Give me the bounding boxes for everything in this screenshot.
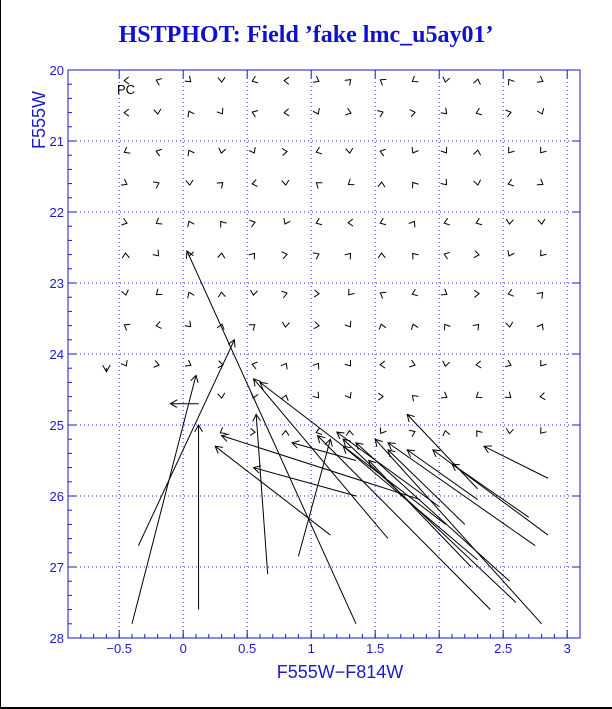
displacement-vector xyxy=(187,251,356,624)
displacement-vector xyxy=(343,439,516,602)
grid-vector-mark xyxy=(505,392,511,398)
grid-vector-mark xyxy=(121,360,127,366)
grid-vector-mark xyxy=(313,253,319,259)
grid-vector-mark xyxy=(441,392,447,398)
grid-vector-mark xyxy=(156,79,162,86)
y-tick-label: 20 xyxy=(49,63,64,78)
grid-vector-mark xyxy=(537,293,543,299)
x-tick-label: 1 xyxy=(307,641,315,656)
chart-title: HSTPHOT: Field ’fake lmc_u5ay01’ xyxy=(118,22,494,48)
x-axis-label: F555W−F814W xyxy=(276,662,404,682)
grid-vector-mark xyxy=(218,253,225,258)
grid-vector-mark xyxy=(540,393,545,400)
y-tick-label: 25 xyxy=(49,418,64,433)
grid-vector-mark xyxy=(506,322,513,327)
grid-vector-mark xyxy=(217,108,223,114)
grid-vector-mark xyxy=(348,219,353,226)
grid-vector-mark xyxy=(249,325,255,331)
grid-vector-mark xyxy=(508,289,514,296)
displacement-vector xyxy=(369,461,471,568)
grid-vector-mark xyxy=(188,292,195,298)
grid-vector-mark xyxy=(413,396,419,402)
displacement-vector xyxy=(292,443,356,461)
y-tick-label: 24 xyxy=(49,347,64,362)
grid-vector-mark xyxy=(380,427,386,433)
grid-vector-mark xyxy=(476,392,482,398)
grid-vector-mark xyxy=(313,76,319,82)
grid-vector-mark xyxy=(316,147,322,154)
grid-vector-mark xyxy=(282,252,287,259)
grid-vector-mark xyxy=(345,108,351,115)
grid-vector-mark xyxy=(282,322,289,327)
grid-vector-mark xyxy=(380,292,386,298)
grid-vector-mark xyxy=(218,393,225,398)
displacement-vector xyxy=(254,379,388,539)
displacement-vector xyxy=(298,439,330,556)
x-tick-label: 1.5 xyxy=(366,641,385,656)
grid-vector-mark xyxy=(413,182,419,188)
grid-vector-mark xyxy=(474,180,481,185)
camera-annotation: PC xyxy=(117,82,136,97)
grid-vector-mark xyxy=(156,218,162,224)
grid-vector-mark xyxy=(282,180,289,185)
grid-vector-mark xyxy=(537,76,543,82)
grid-vector-mark xyxy=(409,360,415,367)
grid-vector-mark xyxy=(441,289,447,295)
grid-vector-mark xyxy=(250,290,257,295)
grid-vector-mark xyxy=(378,253,385,258)
grid-vector-mark xyxy=(537,324,543,330)
y-tick-label: 21 xyxy=(49,134,64,149)
grid-vector-mark xyxy=(218,292,225,297)
grid-vector-mark xyxy=(443,77,450,82)
grid-vector-mark xyxy=(378,393,383,400)
grid-vector-mark xyxy=(284,77,289,84)
grid-vector-mark xyxy=(314,290,319,297)
grid-vector-mark xyxy=(474,251,479,258)
displacement-vector xyxy=(222,436,420,500)
y-axis-label: F555W xyxy=(29,90,49,150)
grid-vector-mark xyxy=(185,321,191,327)
grid-vector-mark xyxy=(508,250,514,256)
grid-vector-mark xyxy=(506,428,513,433)
x-tick-label: 3 xyxy=(563,641,571,656)
grid-vector-mark xyxy=(444,324,450,330)
grid-vector-mark xyxy=(121,179,127,185)
grid-vector-mark xyxy=(441,147,447,153)
grid-vector-mark xyxy=(124,324,130,330)
displacement-vector xyxy=(256,414,268,574)
grid-vector-mark xyxy=(313,363,319,369)
grid-vector-mark xyxy=(412,76,418,82)
grid-vector-mark xyxy=(537,179,543,185)
grid-vector-mark xyxy=(345,360,351,366)
grid-vector-mark xyxy=(541,360,547,366)
grid-vector-mark xyxy=(185,76,191,82)
grid-vector-mark xyxy=(282,148,287,155)
grid-vector-mark xyxy=(124,109,129,116)
grid-vector-mark xyxy=(477,431,483,437)
y-tick-label: 26 xyxy=(49,489,64,504)
grid-vector-mark xyxy=(185,360,191,366)
grid-vector-mark xyxy=(508,179,514,186)
grid-vector-mark xyxy=(541,250,547,256)
grid-vector-mark xyxy=(154,360,160,367)
grid-vector-mark xyxy=(509,147,515,153)
grid-vector-mark xyxy=(410,110,415,117)
grid-vector-mark xyxy=(541,427,547,433)
grid-vector-mark xyxy=(282,431,289,436)
x-tick-label: 2 xyxy=(435,641,443,656)
x-tick-label: −0.5 xyxy=(106,641,133,656)
grid-vector-mark xyxy=(252,179,257,186)
grid-vector-mark xyxy=(379,324,386,330)
grid-vector-mark xyxy=(316,218,322,225)
grid-vector-mark xyxy=(444,218,450,225)
grid-vector-mark xyxy=(473,79,480,84)
grid-vector-mark xyxy=(188,150,194,156)
x-tick-label: 0 xyxy=(179,641,187,656)
grid-vector-mark xyxy=(541,147,547,153)
grid-vector-mark xyxy=(346,431,353,436)
grid-vector-mark xyxy=(284,218,290,224)
displacement-vector xyxy=(375,439,541,624)
grid-vector-mark xyxy=(221,221,227,227)
grid-vector-mark xyxy=(380,149,386,156)
y-tick-label: 22 xyxy=(49,205,64,220)
grid-vector-mark xyxy=(473,325,479,331)
grid-vector-mark xyxy=(252,110,258,117)
grid-vector-mark xyxy=(474,150,481,155)
grid-vector-mark xyxy=(349,289,355,295)
grid-vector-mark xyxy=(156,321,161,328)
y-tick-label: 23 xyxy=(49,276,64,291)
displacement-vector xyxy=(407,414,477,489)
grid-vector-mark xyxy=(443,361,450,366)
grid-vector-mark xyxy=(252,76,258,83)
grid-vector-mark xyxy=(345,392,351,398)
grid-vector-mark xyxy=(443,431,450,436)
grid-vector-mark xyxy=(476,218,482,225)
grid-vector-mark xyxy=(313,392,319,398)
y-tick-label: 28 xyxy=(49,631,64,646)
y-tick-label: 27 xyxy=(49,560,64,575)
grid-vector-mark xyxy=(153,182,159,188)
grid-vector-mark xyxy=(380,79,386,85)
grid-vector-mark xyxy=(346,148,353,153)
grid-vector-mark xyxy=(444,252,450,259)
grid-vector-mark xyxy=(218,77,225,82)
displacement-vector xyxy=(318,436,491,610)
grid-vector-mark xyxy=(314,322,319,329)
x-tick-label: 0.5 xyxy=(238,641,257,656)
grid-vector-mark xyxy=(538,219,545,224)
grid-vector-mark xyxy=(281,291,287,298)
x-tick-label: 2.5 xyxy=(494,641,513,656)
grid-vector-mark xyxy=(474,290,479,297)
grid-vector-mark xyxy=(156,149,162,156)
grid-vector-mark xyxy=(505,110,511,117)
displacement-vector xyxy=(215,446,330,535)
displacement-vector xyxy=(132,375,196,624)
grid-vector-mark xyxy=(345,80,351,86)
grid-vector-mark xyxy=(153,250,159,256)
grid-vector-mark xyxy=(441,108,447,114)
grid-vector-mark xyxy=(154,109,161,114)
grid-vector-mark xyxy=(156,289,162,295)
grid-vector-mark xyxy=(348,179,354,185)
grid-vector-mark xyxy=(345,253,351,259)
grid-vector-mark xyxy=(219,148,226,153)
displacement-vector xyxy=(452,464,529,517)
grid-vector-mark xyxy=(313,108,319,114)
grid-vector-mark xyxy=(121,218,127,225)
grid-vector-mark xyxy=(508,79,514,85)
grid-vector-mark xyxy=(250,428,255,435)
grid-vector-mark xyxy=(377,111,383,118)
grid-vector-mark xyxy=(476,361,481,368)
grid-vector-mark xyxy=(281,363,287,369)
grid-vector-mark xyxy=(505,360,511,367)
grid-vector-mark xyxy=(345,321,351,327)
grid-vector-mark xyxy=(409,221,415,227)
grid-vector-mark xyxy=(476,108,482,115)
grid-vector-mark xyxy=(124,147,130,153)
grid-vector-mark xyxy=(380,361,385,368)
grid-vector-mark xyxy=(186,180,193,185)
displacement-vector xyxy=(388,443,535,546)
grid-vector-mark xyxy=(249,253,255,259)
grid-vector-mark xyxy=(284,109,289,116)
displacement-vector xyxy=(484,446,548,478)
grid-vector-mark xyxy=(252,362,258,369)
grid-vector-mark xyxy=(413,253,419,259)
grid-vector-mark xyxy=(412,147,418,153)
window-border-left xyxy=(0,0,1,709)
grid-vector-mark xyxy=(380,218,386,225)
displacement-vector xyxy=(138,340,234,546)
grid-vector-mark xyxy=(316,183,322,189)
grid-vector-mark xyxy=(122,253,129,258)
grid-vector-mark xyxy=(411,324,418,330)
grid-vector-mark xyxy=(188,221,195,227)
grid-vector-mark xyxy=(249,220,255,227)
grid-vector-mark xyxy=(249,147,255,153)
grid-vector-mark xyxy=(121,290,128,295)
grid-vector-mark xyxy=(409,430,415,437)
grid-vector-mark xyxy=(220,427,226,433)
grid-vector-mark xyxy=(412,289,418,296)
displacement-vector xyxy=(388,450,465,525)
grid-vector-mark xyxy=(188,111,194,117)
grid-vector-mark xyxy=(217,183,223,189)
grid-vector-mark xyxy=(537,108,544,114)
grid-vector-mark xyxy=(506,219,513,224)
grid-vector-mark xyxy=(378,182,385,187)
displacement-vector xyxy=(260,382,446,524)
grid-vector-mark xyxy=(441,179,447,185)
